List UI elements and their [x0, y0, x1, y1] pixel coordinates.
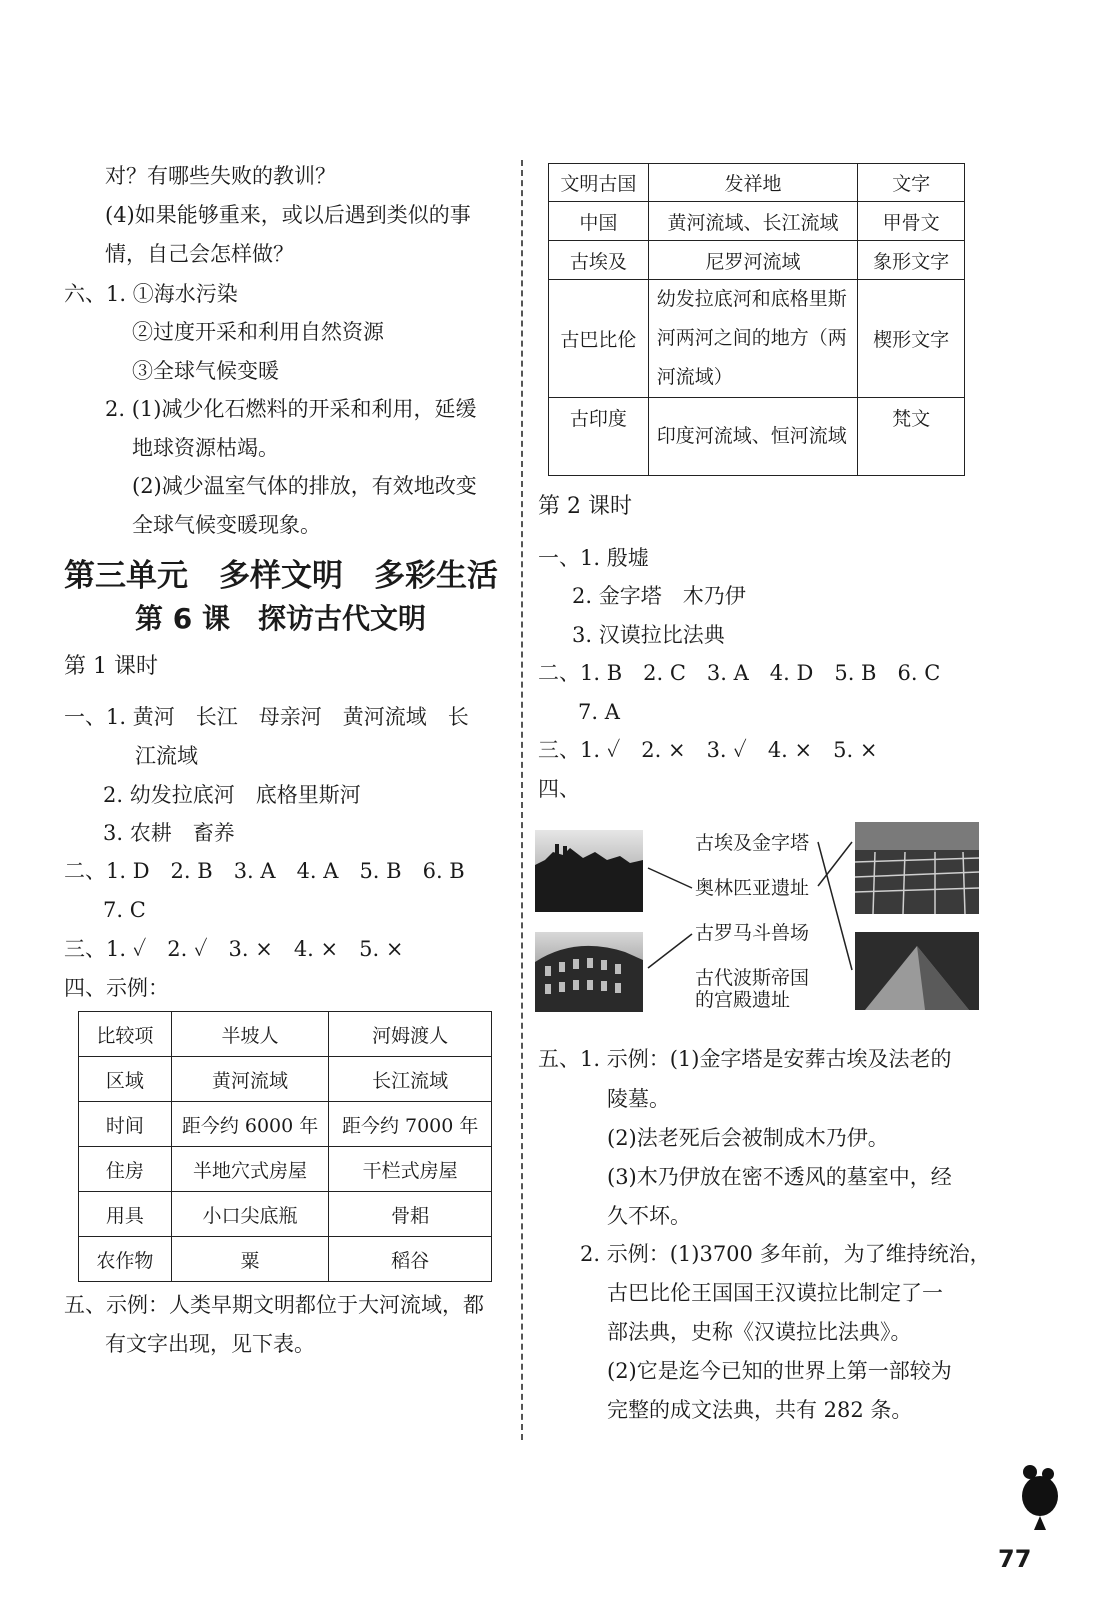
table-cell: 小口尖底瓶	[171, 1192, 329, 1237]
match-label: 古罗马斗兽场	[695, 922, 810, 944]
table-header: 文字	[858, 164, 965, 202]
match-label: 古代波斯帝国	[695, 967, 810, 989]
text-line: 地球资源枯竭。	[132, 436, 279, 460]
lesson-title: 第 6 课 探访古代文明	[135, 602, 426, 635]
table-cell: 粟	[171, 1237, 329, 1282]
text-line: ③全球气候变暖	[132, 359, 279, 383]
table-cell: 古印度	[549, 398, 649, 476]
answer-line: 陵墓。	[607, 1087, 670, 1111]
table-cell: 古埃及	[549, 241, 649, 280]
colosseum-photo	[535, 932, 643, 1012]
mascot-icon	[1018, 1462, 1062, 1532]
table-cell: 黄河流域、长江流域	[648, 202, 857, 241]
table-cell: 尼罗河流域	[648, 241, 857, 280]
table-cell: 黄河流域	[171, 1057, 329, 1102]
ruins-photo	[535, 830, 643, 912]
table-header: 发祥地	[648, 164, 857, 202]
answer-line: 有文字出现，见下表。	[105, 1332, 315, 1356]
table-cell: 半地穴式房屋	[171, 1147, 329, 1192]
column-divider	[521, 160, 523, 1440]
comparison-table	[78, 1011, 492, 1282]
table-cell: 幼发拉底河和底格里斯河两河之间的地方（两河流域）	[648, 280, 857, 398]
answer-line: 部法典，史称《汉谟拉比法典》。	[607, 1320, 912, 1344]
table-cell: 住房	[79, 1147, 172, 1192]
answer-line: 一、1. 殷墟	[538, 546, 649, 570]
answer-line: 3. 汉谟拉比法典	[572, 623, 725, 647]
answer-line: 二、1. D 2. B 3. A 4. A 5. B 6. B	[64, 859, 465, 883]
text-line: (4)如果能够重来，或以后遇到类似的事	[105, 203, 471, 227]
table-header: 比较项	[79, 1012, 172, 1057]
text-line: 全球气候变暖现象。	[132, 513, 321, 537]
answer-line: 一、1. 黄河 长江 母亲河 黄河流域 长	[64, 705, 469, 729]
answer-line: 2. 示例：(1)3700 多年前，为了维持统治，	[580, 1242, 991, 1266]
table-cell: 梵文	[858, 398, 965, 476]
civilization-table	[548, 163, 965, 476]
answer-line: 三、1. ✓ 2. ✓ 3. × 4. × 5. ×	[64, 937, 404, 961]
answer-line: (2)法老死后会被制成木乃伊。	[607, 1126, 889, 1150]
answer-line: 三、1. ✓ 2. × 3. ✓ 4. × 5. ×	[538, 738, 878, 762]
match-label: 的宫殿遗址	[695, 989, 791, 1011]
text-line: 情，自己会怎样做？	[105, 242, 294, 266]
table-cell: 区域	[79, 1057, 172, 1102]
table-cell: 甲骨文	[858, 202, 965, 241]
section-heading: 第 1 课时	[64, 654, 158, 679]
answer-line: 四、	[538, 777, 580, 801]
text-line: 2. (1)减少化石燃料的开采和利用，延缓	[105, 397, 477, 421]
table-header: 半坡人	[171, 1012, 329, 1057]
table-cell: 长江流域	[329, 1057, 492, 1102]
table-cell: 楔形文字	[858, 280, 965, 398]
table-header: 文明古国	[549, 164, 649, 202]
answer-line: 江流域	[135, 744, 198, 768]
answer-line: 五、示例：人类早期文明都位于大河流域，都	[64, 1293, 484, 1317]
table-cell: 骨耜	[329, 1192, 492, 1237]
matching-lines	[640, 820, 855, 1020]
text-line: 六、1. ①海水污染	[64, 282, 238, 306]
answer-line: 古巴比伦王国国王汉谟拉比制定了一	[607, 1281, 943, 1305]
answer-line: 2. 金字塔 木乃伊	[572, 584, 746, 608]
unit-title: 第三单元 多样文明 多彩生活	[64, 558, 498, 594]
text-line: (2)减少温室气体的排放，有效地改变	[132, 474, 477, 498]
answer-line: (2)它是迄今已知的世界上第一部较为	[607, 1359, 952, 1383]
answer-line: 2. 幼发拉底河 底格里斯河	[103, 783, 361, 807]
pyramid-photo	[855, 932, 979, 1010]
table-cell: 用具	[79, 1192, 172, 1237]
answer-line: 二、1. B 2. C 3. A 4. D 5. B 6. C	[538, 661, 941, 685]
answer-line: 完整的成文法典，共有 282 条。	[607, 1398, 913, 1422]
palace-ruins-photo	[855, 822, 979, 914]
match-label: 奥林匹亚遗址	[695, 877, 810, 899]
answer-line: 7. C	[103, 898, 146, 922]
table-cell: 干栏式房屋	[329, 1147, 492, 1192]
table-cell: 印度河流域、恒河流域	[648, 398, 857, 476]
text-line: 对？有哪些失败的教训？	[105, 164, 336, 188]
table-header: 河姆渡人	[329, 1012, 492, 1057]
table-cell: 中国	[549, 202, 649, 241]
answer-line: 四、示例：	[64, 976, 169, 1000]
table-cell: 稻谷	[329, 1237, 492, 1282]
table-cell: 象形文字	[858, 241, 965, 280]
table-cell: 距今约 6000 年	[171, 1102, 329, 1147]
answer-line: 五、1. 示例：(1)金字塔是安葬古埃及法老的	[538, 1047, 952, 1071]
text-line: ②过度开采和利用自然资源	[132, 320, 384, 344]
table-cell: 时间	[79, 1102, 172, 1147]
table-cell: 古巴比伦	[549, 280, 649, 398]
section-heading: 第 2 课时	[538, 494, 632, 519]
answer-line: 3. 农耕 畜养	[103, 821, 235, 845]
answer-line: 久不坏。	[607, 1204, 691, 1228]
table-cell: 距今约 7000 年	[329, 1102, 492, 1147]
table-cell: 农作物	[79, 1237, 172, 1282]
answer-line: 7. A	[578, 700, 620, 724]
answer-line: (3)木乃伊放在密不透风的墓室中，经	[607, 1165, 952, 1189]
page-number: 77	[998, 1545, 1032, 1573]
match-label: 古埃及金字塔	[695, 832, 810, 854]
